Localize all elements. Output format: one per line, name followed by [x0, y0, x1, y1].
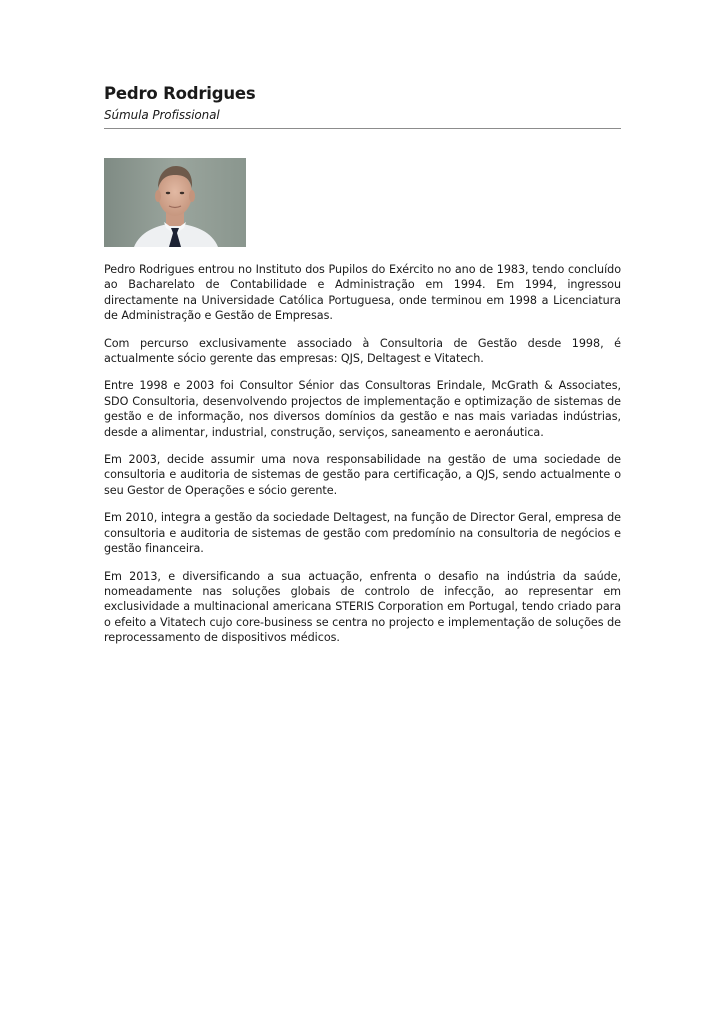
bio-paragraph-senior-consultant: Entre 1998 e 2003 foi Consultor Sénior das Consultoras Erindale, McGrath & Associates, SDO Consultoria, desenvolvendo projectos de implementação e optimização de sistemas de gestão e de informação, nos diversos domínios da gestão e nas mais variadas indústrias, desde a alimentar, industrial, construção, serviços, saneamento e aeronáutica. [104, 379, 621, 439]
bio-paragraph-consulting: Com percurso exclusivamente associado à Consultoria de Gestão desde 1998, é actualmente sócio gerente das empresas: QJS, Deltagest e Vitatech. [104, 336, 621, 366]
portrait-image [104, 158, 246, 247]
bio-paragraph-education: Pedro Rodrigues entrou no Instituto dos Pupilos do Exército no ano de 1983, tendo concluído ao Bacharelato de Contabilidade e Administração em 1994. Em 1994, ingressou directamente na Universidade Católica Portuguesa, onde terminou em 1998 a Licenciatura de Administração e Gestão de Empresas. [104, 263, 621, 323]
bio-paragraph-deltagest: Em 2010, integra a gestão da sociedade Deltagest, na função de Director Geral, empresa de consultoria e auditoria de sistemas de gestão com predomínio na consultoria de negócios e gestão financeira. [104, 511, 621, 556]
header-divider [104, 128, 621, 129]
document-subtitle: Súmula Profissional [104, 108, 220, 122]
person-name: Pedro Rodrigues [104, 84, 256, 103]
profile-photo [104, 158, 246, 247]
document-page [104, 84, 621, 645]
bio-paragraph-qjs: Em 2003, decide assumir uma nova responsabilidade na gestão de uma sociedade de consultoria e auditoria de sistemas de gestão para certificação, a QJS, sendo actualmente o seu Gestor de Operações e sócio gerente. [104, 453, 621, 497]
biography [104, 262, 621, 658]
bio-paragraph-vitatech: Em 2013, e diversificando a sua actuação, enfrenta o desafio na indústria da saúde, nomeadamente nas soluções globais de controlo de infecção, ao representar em exclusividade a multinacional americana STERIS Corporation em Portugal, tendo criado para o efeito a Vitatech cujo core-business se centra no projecto e implementação de soluções de reprocessamento de dispositivos médicos. [104, 569, 621, 645]
